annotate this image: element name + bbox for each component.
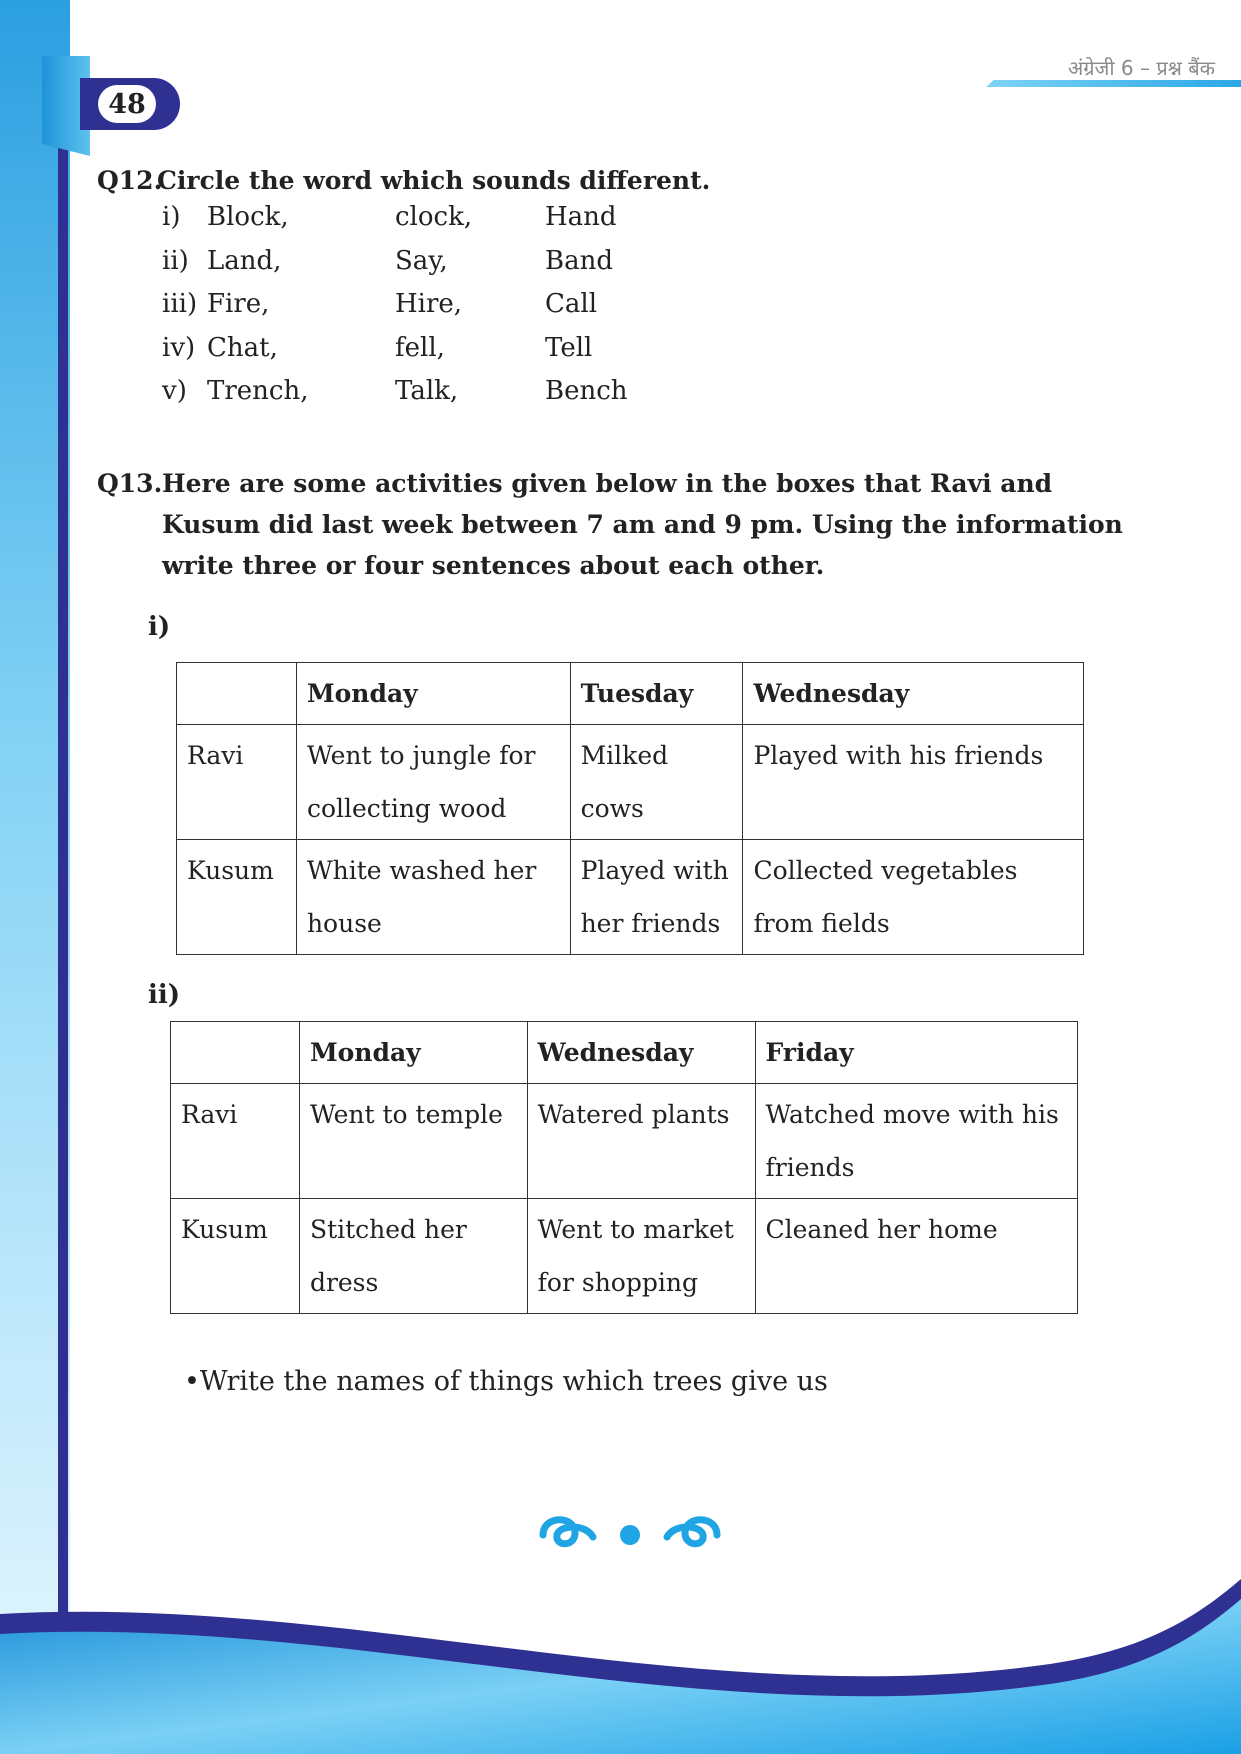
option-word: Hire, (395, 289, 463, 319)
activity-table-2 (170, 1021, 1078, 1314)
table-row (177, 840, 1084, 955)
table-cell: Collected vegetables from fields (743, 840, 1084, 955)
header-cell: Wednesday (743, 663, 1084, 725)
option-number: ii) (162, 245, 189, 276)
question-number: Q12. (97, 166, 163, 195)
option-word: clock, (395, 202, 473, 232)
question-number: Q13. (97, 469, 163, 498)
table-2-label: ii) (148, 980, 181, 1010)
table-cell: Watched move with his friends (755, 1084, 1078, 1199)
option-word: Say, (395, 245, 448, 276)
table-cell: Cleaned her home (755, 1199, 1078, 1314)
bullet-instruction: •Write the names of things which trees give us (184, 1366, 828, 1397)
header-cell: Tuesday (570, 663, 743, 725)
page-number: 48 (98, 85, 156, 123)
table-cell: Watered plants (527, 1084, 755, 1199)
table-row (171, 1199, 1078, 1314)
running-header: अंग्रेजी 6 – प्रश्न बैंक (1067, 56, 1215, 80)
table-cell: Ravi (171, 1084, 300, 1199)
header-cell: Monday (296, 663, 570, 725)
question-13 (97, 463, 1157, 586)
table-header-row (171, 1022, 1078, 1084)
table-row (171, 1084, 1078, 1199)
question-text: Here are some activities given below in the boxes that Ravi and Kusum did last week between 7 am and 9 pm. Using the information write three or four sentences about each other. (162, 469, 1123, 580)
table-cell: Played with his friends (743, 725, 1084, 840)
header-cell: Monday (299, 1022, 527, 1084)
table-cell: Stitched her dress (299, 1199, 527, 1314)
header-underline (986, 80, 1241, 87)
option-number: i) (162, 202, 181, 232)
table-cell: Went to temple (299, 1084, 527, 1199)
table-1-label: i) (148, 612, 171, 642)
table-row (177, 725, 1084, 840)
option-word: Fire, (207, 289, 270, 319)
option-word: Chat, (207, 332, 278, 363)
table-header-row (177, 663, 1084, 725)
option-number: v) (162, 376, 187, 406)
table-cell: Went to jungle for collecting wood (296, 725, 570, 840)
table-cell: White washed her house (296, 840, 570, 955)
header-cell (177, 663, 297, 725)
option-word: Talk, (395, 376, 459, 406)
table-cell: Played with her friends (570, 840, 743, 955)
table-cell: Ravi (177, 725, 297, 840)
header-cell: Friday (755, 1022, 1078, 1084)
question-12 (97, 160, 710, 201)
activity-table-1 (176, 662, 1084, 955)
table-cell: Kusum (177, 840, 297, 955)
table-cell: Milked cows (570, 725, 743, 840)
table-cell: Kusum (171, 1199, 300, 1314)
option-word: Bench (545, 376, 628, 406)
option-word: Call (545, 289, 598, 319)
table-cell: Went to market for shopping (527, 1199, 755, 1314)
option-word: Hand (545, 202, 617, 232)
option-word: Tell (545, 332, 593, 363)
header-cell (171, 1022, 300, 1084)
option-word: Band (545, 245, 613, 276)
option-word: fell, (395, 332, 445, 363)
left-margin-rule (58, 58, 68, 1618)
option-number: iv) (162, 332, 196, 363)
option-word: Land, (207, 245, 282, 276)
bottom-wave (0, 1554, 1241, 1754)
question-text: Circle the word which sounds different. (157, 166, 711, 195)
option-word: Trench, (207, 376, 309, 406)
header-cell: Wednesday (527, 1022, 755, 1084)
option-number: iii) (162, 289, 198, 319)
ornament-icon (535, 1505, 725, 1555)
option-word: Block, (207, 202, 289, 232)
